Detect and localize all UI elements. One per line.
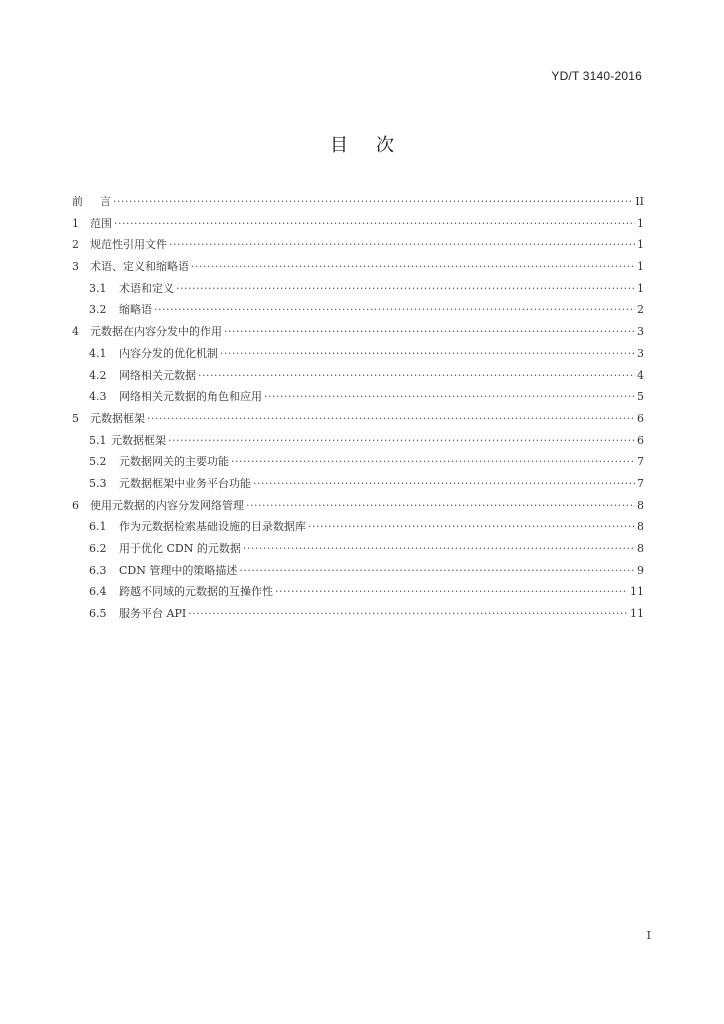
toc-leader-dots	[264, 390, 635, 403]
toc-entry-number: 5.2	[89, 455, 107, 469]
toc-entry-number: 4.3	[89, 390, 107, 404]
toc-leader-dots	[147, 412, 635, 425]
standard-code: YD/T 3140-2016	[551, 69, 642, 83]
toc-leader-dots	[176, 282, 635, 295]
toc-leader-dots	[154, 303, 635, 316]
toc-entry[interactable]	[72, 258, 644, 280]
toc-entry-number: 3.2	[89, 303, 107, 317]
toc-entry-label: 元数据网关的主要功能	[119, 455, 229, 469]
toc-entry[interactable]	[72, 345, 644, 367]
toc-entry-page: 2	[637, 303, 644, 317]
toc-leader-dots	[224, 325, 635, 338]
toc-entry[interactable]	[72, 475, 644, 497]
toc-entry[interactable]	[72, 301, 644, 323]
toc-leader-dots	[168, 434, 635, 447]
toc-entry-number: 4.1	[89, 346, 107, 360]
toc-leader-dots	[188, 607, 628, 620]
toc-entry-page: 7	[637, 476, 644, 490]
toc-entry-page: II	[635, 195, 644, 208]
toc-leader-dots	[191, 260, 635, 273]
toc-entry-number: 6	[72, 498, 79, 512]
toc-entry[interactable]	[72, 605, 644, 627]
toc-entry[interactable]	[72, 432, 644, 454]
toc-entry-label: 网络相关元数据	[119, 368, 196, 382]
toc-entry-page: 5	[637, 390, 644, 404]
toc-leader-dots	[169, 238, 635, 251]
toc-entry-label: 元数据在内容分发中的作用	[90, 325, 222, 339]
toc-entry-number: 5.3	[89, 476, 107, 490]
toc-entry-label: 规范性引用文件	[90, 238, 167, 252]
toc-entry[interactable]	[72, 367, 644, 389]
toc-leader-dots	[231, 455, 635, 468]
toc-entry-number: 4	[72, 325, 79, 339]
toc-entry-label: 使用元数据的内容分发网络管理	[90, 498, 244, 512]
toc-entry-label: 作为元数据检索基础设施的目录数据库	[119, 520, 306, 534]
toc-entry[interactable]	[72, 453, 644, 475]
toc-entry-number: 5	[72, 411, 79, 425]
toc-entry-number: 2	[72, 238, 79, 252]
toc-entry[interactable]	[72, 388, 644, 410]
toc-entry[interactable]	[72, 540, 644, 562]
toc-entry-page: 6	[637, 433, 644, 447]
toc-entry[interactable]	[72, 280, 644, 302]
toc-entry-page: 6	[637, 411, 644, 425]
toc-entry-page: 11	[630, 585, 644, 599]
toc-entry-page: 7	[637, 455, 644, 469]
toc-leader-dots	[220, 347, 635, 360]
toc-entry-number: 6.1	[89, 520, 107, 534]
toc-entry-page: 8	[637, 542, 644, 555]
toc-entry-page: 1	[637, 238, 644, 252]
toc-entry-page: 9	[637, 563, 644, 577]
toc-entry-page: 8	[637, 498, 644, 512]
toc-entry-label: 网络相关元数据的角色和应用	[119, 390, 262, 404]
toc-entry[interactable]	[72, 323, 644, 345]
toc-leader-dots	[198, 369, 635, 382]
toc-entry-label: 元数据框架	[111, 433, 166, 447]
toc-entry-number: 3.1	[89, 281, 107, 295]
toc-entry-label: 元数据框架	[90, 411, 145, 425]
table-of-contents	[72, 193, 644, 627]
toc-entry-label: 服务平台 API	[119, 607, 187, 621]
toc-leader-dots	[114, 217, 635, 230]
toc-entry-page: 3	[637, 325, 644, 339]
toc-leader-dots	[243, 542, 635, 555]
toc-leader-dots	[246, 499, 635, 512]
toc-entry-number: 3	[72, 260, 79, 274]
toc-entry-label: 术语、定义和缩略语	[90, 260, 189, 274]
toc-entry-page: 1	[637, 281, 644, 295]
toc-entry-label: CDN 管理中的策略描述	[119, 563, 238, 577]
toc-entry-label: 用于优化 CDN 的元数据	[119, 542, 241, 555]
toc-entry-number: 6.3	[89, 563, 107, 577]
toc-entry[interactable]	[72, 497, 644, 519]
toc-entry-page: 4	[637, 368, 644, 382]
toc-entry-number: 5.1	[89, 433, 107, 447]
toc-entry[interactable]	[72, 236, 644, 258]
toc-entry-label: 跨越不同域的元数据的互操作性	[119, 585, 273, 599]
toc-entry-page: 11	[630, 607, 644, 621]
toc-entry-label: 内容分发的优化机制	[119, 346, 218, 360]
toc-entry-label: 缩略语	[119, 303, 152, 317]
toc-leader-dots	[308, 520, 635, 533]
toc-entry[interactable]	[72, 562, 644, 584]
toc-entry[interactable]	[72, 518, 644, 540]
toc-entry-label: 元数据框架中业务平台功能	[119, 476, 251, 490]
toc-entry-number: 前	[72, 195, 83, 208]
toc-entry-page: 8	[637, 520, 644, 534]
page-title: 目次	[330, 135, 422, 156]
toc-entry-label: 言	[100, 195, 111, 208]
toc-entry[interactable]	[72, 215, 644, 237]
toc-entry-number: 6.4	[89, 585, 107, 599]
toc-entry-page: 3	[637, 346, 644, 360]
toc-entry[interactable]	[72, 410, 644, 432]
toc-leader-dots	[253, 477, 635, 490]
toc-entry-number: 6.2	[89, 542, 107, 555]
toc-entry-label: 范围	[90, 216, 112, 230]
toc-entry-label: 术语和定义	[119, 281, 174, 295]
toc-entry-page: 1	[637, 260, 644, 274]
toc-leader-dots	[113, 195, 633, 208]
toc-entry-number: 4.2	[89, 368, 107, 382]
page-number: I	[646, 929, 651, 942]
toc-entry-number: 6.5	[89, 607, 107, 621]
toc-entry[interactable]	[72, 583, 644, 605]
toc-leader-dots	[275, 585, 628, 598]
toc-entry-number: 1	[72, 216, 79, 230]
toc-leader-dots	[239, 564, 635, 577]
toc-entry[interactable]	[72, 193, 644, 215]
toc-entry-page: 1	[637, 216, 644, 230]
